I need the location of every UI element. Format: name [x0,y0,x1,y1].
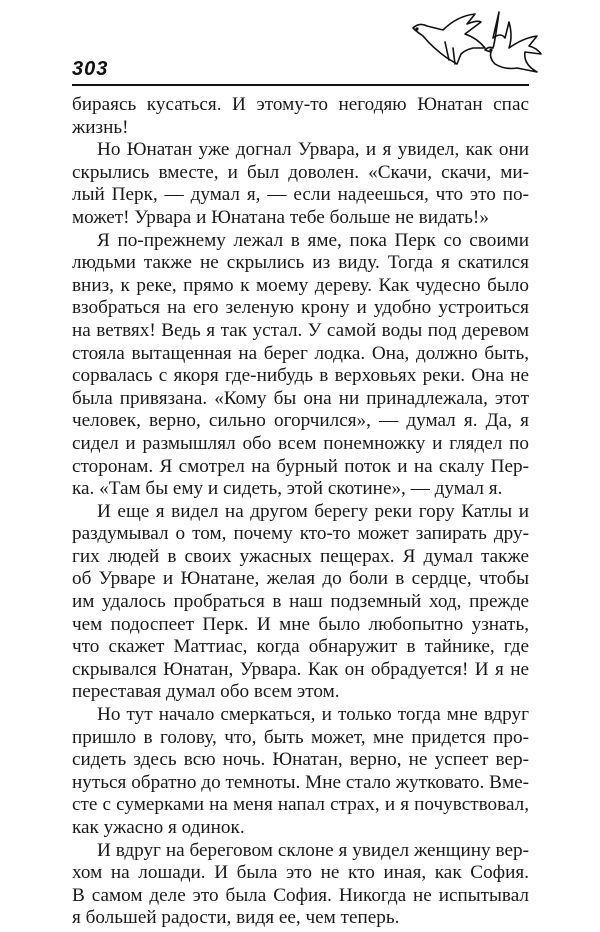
text-line: сидел и размышлял обо всем понемножку и глядел по [72,432,529,454]
text-line: скрылись вместе, и был доволен. «Скачи, скачи, ми- [72,161,529,183]
text-line: И еще я видел на другом берегу реки гору Катлы и [97,500,529,522]
doves-illustration-icon [405,8,545,80]
text-line: сторонам. Я смотрел на бурный поток и на скалу Пер- [72,455,529,477]
text-line: человек, верно, сильно огорчился», — думал я. Да, я [72,410,529,432]
text-line: была привязана. «Кому бы она ни принадлежала, этот [72,387,529,409]
page-number: 303 [72,58,109,80]
text-line: сорвалась с якоря где-нибудь в верховьях реки. Она не [72,365,529,387]
text-line: раздумывал о том, почему кто-то может запирать дру- [72,523,529,545]
text-line: вниз, к реке, прямо к моему дереву. Как чудесно было [72,274,529,296]
text-line: сидеть здесь всю ночь. Юнатан, верно, не успеет вер- [72,749,529,771]
text-line: хом на лошади. И была это не кто иная, как София. [72,862,529,884]
text-line: я большей радости, видя ее, чем теперь. [72,907,400,929]
text-line: Я по-прежнему лежал в яме, пока Перк со своими [97,229,529,251]
text-line: что скажет Маттиас, когда обнаружит в тайнике, где [72,636,529,658]
text-line: сте с сумерками на меня напал страх, и я почувствовал, [72,794,529,816]
text-line: может! Урвара и Юнатана тебе больше не видать!» [72,206,489,228]
paragraph [72,230,529,501]
text-line: В самом деле это была София. Никогда не испытывал [72,884,529,906]
text-line: лый Перк, — думал я, — если надеешься, что это по- [72,184,529,206]
paragraph [72,501,529,704]
text-line: скрывался Юнатан, Урвара. Как он обрадуется! И я не [72,658,529,680]
text-line: Но Юнатан уже догнал Урвара, и я увидел, как они [97,139,529,161]
text-line: гих людей в своих ужасных пещерах. Я думал также [72,545,529,567]
text-line: пришло в голову, что, быть может, мне придется про- [72,726,529,748]
text-line: нуться обратно до темноты. Мне стало жутковато. Вме- [72,771,529,793]
text-line: людьми также не скрылись из виду. Тогда я скатился [72,252,529,274]
text-line: как ужасно я одинок. [72,817,245,838]
text-line: взобраться на его зеленую крону и удобно устроиться [72,297,529,319]
text-line: переставая думал обо всем этом. [72,681,340,703]
text-line: им удалось пробраться в наш подземный ход, прежде [72,591,529,613]
text-line: чем подоспеет Перк. И мне было любопытно узнать, [72,613,529,635]
paragraph [72,94,529,139]
header-rule [72,84,529,86]
paragraph [72,840,529,930]
text-line: И вдруг на береговом склоне я увидел женщину вер- [97,839,529,861]
text-line: Но тут начало смеркаться, и только тогда мне вдруг [97,704,529,726]
text-line: стояла вытащенная на берег лодка. Она, должно быть, [72,342,529,364]
text-line: на ветвях! Ведь я так устал. У самой воды под деревом [72,319,529,341]
text-line: жизнь! [72,116,129,138]
text-line: бираясь кусаться. И этому-то негодяю Юнатан спас [72,94,529,115]
text-line: ка. «Там бы ему и сидеть, этой скотине», — думал я. [72,478,503,500]
paragraph [72,704,529,840]
body-text [72,94,529,930]
paragraph [72,139,529,229]
text-line: об Урваре и Юнатане, желая до боли в сердце, чтобы [72,568,529,590]
